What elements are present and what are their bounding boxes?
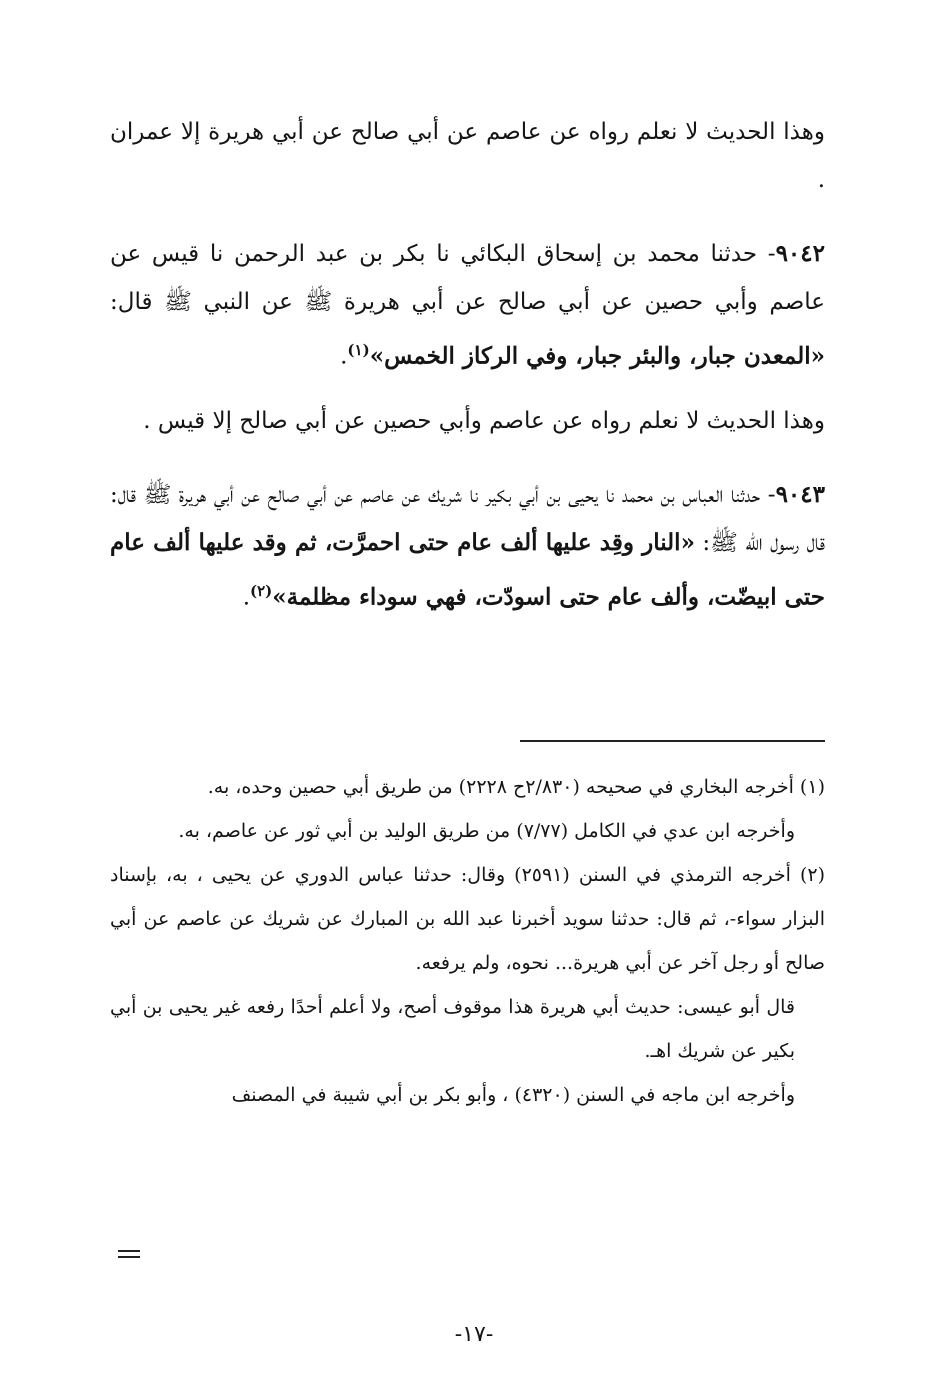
hadith-isnad: - حدثنا محمد بن إسحاق البكائي نا بكر بن عبد الرحمن نا قيس عن عاصم وأبي حصين عن أبي صالح عن أبي هريرة ﷺ عن النبي ﷺ قال:: [110, 241, 825, 315]
footnote-2-continued: قال أبو عيسى: حديث أبي هريرة هذا موقوف أصح، ولا أعلم أحدًا رفعه غير يحيى بن أبي بكير عن شريك اهـ.: [110, 996, 795, 1062]
hadith-matn: «النار وقِد عليها ألف عام حتى احمرَّت، ثم وقد عليها ألف عام حتى ابيضّت، وألف عام حتى اسودّت، فهي سوداء مظلمة»: [110, 528, 825, 611]
hadith-number: ٩٠٤٢: [775, 240, 825, 267]
hadith-matn: «المعدن جبار، والبئر جبار، وفي الركاز الخمس»: [369, 342, 825, 370]
page-number: -١٧-: [454, 1322, 494, 1347]
footnote-2: (٢) أخرجه الترمذي في السنن (٢٥٩١) وقال: حدثنا عباس الدوري عن يحيى ، به، بإسناد البزار سواء-، ثم قال: حدثنا سويد أخبرنا عبد الله بن المبارك عن شريك عن عاصم عن أبي صالح أو رجل آخر عن أبي هريرة... نحوه، ولم يرفعه.: [110, 864, 826, 974]
hadith-number: ٩٠٤٣: [775, 480, 825, 508]
period: .: [340, 343, 348, 370]
footnotes: [110, 765, 825, 1117]
main-text: [110, 108, 825, 637]
paragraph-remark-2: وهذا الحديث لا نعلم رواه عن عاصم وأبي حصين عن أبي صالح إلا قيس .: [143, 407, 825, 434]
paragraph-remark-1: وهذا الحديث لا نعلم رواه عن عاصم عن أبي صالح عن أبي هريرة إلا عمران .: [110, 119, 825, 193]
hadith-9042: [110, 230, 825, 381]
footnote-2-continued: وأخرجه ابن ماجه في السنن (٤٣٢٠) ، وأبو بكر بن أبي شيبة في المصنف: [231, 1084, 795, 1106]
footnote-1: (١) أخرجه البخاري في صحيحه (٢/٨٣٠ح ٢٢٢٨) من طريق أبي حصين وحده، به.: [207, 776, 825, 798]
continuation-mark: [118, 1250, 140, 1262]
footnote-ref: (١): [347, 341, 370, 359]
hadith-isnad: - حدثنا العباس بن محمد نا يحيى بن أبي بكير نا شريك عن عاصم عن أبي صالح عن أبي هريرة ﷺ قال: قال رسول الله ﷺ:: [110, 481, 825, 556]
footnote-ref: (٢): [250, 581, 273, 600]
hadith-9043: [110, 471, 825, 622]
period: .: [242, 584, 250, 611]
footnote-separator: [520, 740, 825, 742]
footnote-1-continued: وأخرجه ابن عدي في الكامل (٧/٧٧) من طريق الوليد بن أبي ثور عن عاصم، به.: [178, 820, 795, 842]
